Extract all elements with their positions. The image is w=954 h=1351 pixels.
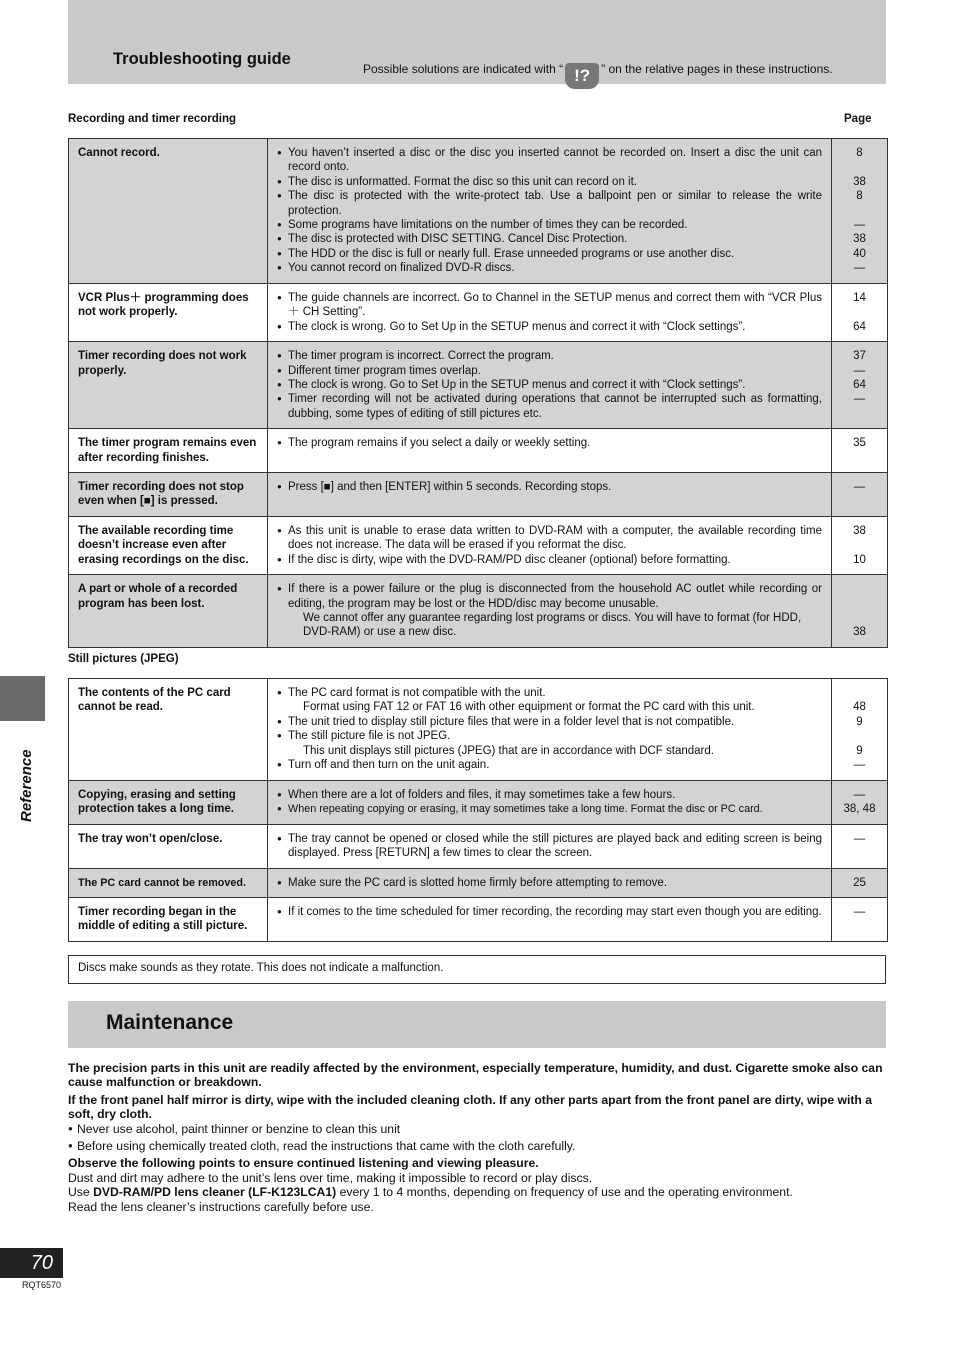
- page-ref: —: [853, 262, 866, 275]
- problem-cell: The contents of the PC card cannot be read.: [69, 679, 268, 781]
- solution-item: ● The disc is protected with DISC SETTING. Cancel Disc Protection.: [277, 232, 822, 246]
- solution-item: ● The guide channels are incorrect. Go to Channel in the SETUP menus and correct them with “VCR Plus＋ CH Setting”.: [277, 291, 822, 320]
- lens-text-post: every 1 to 4 months, depending on frequency of use and the operating environment.: [336, 1185, 793, 1200]
- table-row: [69, 516, 888, 574]
- problem-cell: Copying, erasing and setting protection takes a long time.: [69, 781, 268, 825]
- solution-subnote: This unit displays still pictures (JPEG) that are in accordance with DCF standard.: [303, 744, 714, 757]
- solution-item: ● The clock is wrong. Go to Set Up in the SETUP menus and correct it with “Clock settings”.: [277, 320, 822, 334]
- page-ref: 38, 48: [843, 803, 876, 816]
- table-row: [69, 679, 888, 781]
- page-ref: 38: [853, 233, 866, 246]
- solution-item: ● Press [■] and then [ENTER] within 5 seconds. Recording stops.: [277, 480, 822, 494]
- reference-side-label: Reference: [18, 749, 35, 822]
- page-ref: 9: [856, 744, 863, 757]
- page-cell: [832, 139, 888, 284]
- solution-cell: [268, 868, 832, 897]
- solution-item: ● The disc is unformatted. Format the disc so this unit can record on it.: [277, 175, 822, 189]
- maintenance-paragraph: [68, 1185, 886, 1199]
- problem-cell: The PC card cannot be removed.: [69, 868, 268, 897]
- page-ref: 35: [853, 437, 866, 450]
- problem-cell: The available recording time doesn’t increase even after erasing recordings on the disc.: [69, 516, 268, 574]
- solution-item: ● If the disc is dirty, wipe with the DVD-RAM/PD disc cleaner (optional) before formatting.: [277, 553, 822, 567]
- page-ref: 38: [853, 524, 866, 537]
- page-ref-spacer: [834, 538, 885, 552]
- lens-text-pre: Use: [68, 1185, 94, 1200]
- page-ref: —: [853, 481, 866, 494]
- problem-cell: Timer recording does not work properly.: [69, 342, 268, 429]
- page-ref: 38: [853, 626, 866, 639]
- table-row: [69, 868, 888, 897]
- solution-cell: [268, 898, 832, 942]
- table-row: [69, 284, 888, 342]
- maintenance-paragraph: Observe the following points to ensure continued listening and viewing pleasure.: [68, 1156, 539, 1171]
- table-row: [69, 781, 888, 825]
- hint-icon: !?: [565, 63, 599, 89]
- solution-item: ● The HDD or the disc is full or nearly full. Erase unneeded programs or use another disc.: [277, 247, 822, 261]
- solution-item: ● If it comes to the time scheduled for timer recording, the recording may start even though you are editing.: [277, 905, 822, 919]
- disc-sound-note: Discs make sounds as they rotate. This does not indicate a malfunction.: [68, 955, 886, 984]
- jpeg-troubleshooting-table: [68, 678, 888, 942]
- page-ref: 8: [856, 190, 863, 203]
- page-ref: —: [853, 219, 866, 231]
- page-cell: [832, 516, 888, 574]
- problem-cell: Timer recording began in the middle of editing a still picture.: [69, 898, 268, 942]
- page-number: 70: [0, 1248, 63, 1278]
- solution-item: ● The timer program is incorrect. Correct the program.: [277, 349, 822, 363]
- page-ref: 40: [853, 247, 866, 260]
- problem-cell: VCR Plus＋ programming does not work properly.: [69, 284, 268, 342]
- page-ref: 8: [856, 147, 863, 159]
- problem-cell: Timer recording does not stop even when [■] is pressed.: [69, 473, 268, 517]
- solution-item: ● You cannot record on finalized DVD-R discs.: [277, 261, 822, 275]
- solution-item: ● Different timer program times overlap.: [277, 364, 822, 378]
- solution-cell: [268, 824, 832, 868]
- solution-item: ● When repeating copying or erasing, it may sometimes take a long time. Format the disc or PC card.: [277, 802, 822, 816]
- page-cell: [832, 575, 888, 648]
- reference-tab-marker: [0, 676, 45, 721]
- table-row: [69, 139, 888, 284]
- header-note-after: ” on the relative pages in these instructions.: [601, 62, 833, 76]
- page-ref-spacer: [834, 582, 885, 625]
- maintenance-header: [68, 1001, 886, 1048]
- solution-cell: [268, 575, 832, 648]
- solution-cell: [268, 516, 832, 574]
- page-cell: [832, 868, 888, 897]
- page-ref: —: [853, 789, 866, 801]
- solution-item: ● When there are a lot of folders and files, it may sometimes take a few hours.: [277, 788, 822, 802]
- page-cell: [832, 284, 888, 342]
- solution-item: ● If there is a power failure or the plug is disconnected from the household AC outlet while recording or editing, the program may be lost or the HDD/disc may become unusable.: [277, 582, 822, 611]
- maintenance-title: Maintenance: [106, 1011, 234, 1034]
- page-ref-spacer: [834, 686, 885, 700]
- page-ref: —: [853, 832, 866, 845]
- page-ref-spacer: [834, 204, 885, 218]
- page-ref-spacer: [834, 160, 885, 174]
- document-code: RQT6570: [22, 1280, 62, 1290]
- table-row: [69, 575, 888, 648]
- solution-item: ● Timer recording will not be activated during operations that cannot be interrupted such as formatting, dubbing, some types of editing of still pictures etc.: [277, 392, 822, 421]
- page-ref: 10: [853, 553, 866, 566]
- table-row: [69, 342, 888, 429]
- maintenance-bullet: ● Before using chemically treated cloth, read the instructions that came with the cloth carefully.: [68, 1139, 886, 1153]
- page-ref: 64: [853, 320, 866, 333]
- solution-cell: [268, 429, 832, 473]
- problem-cell: A part or whole of a recorded program has been lost.: [69, 575, 268, 648]
- page-ref: —: [853, 759, 866, 771]
- page-ref: 37: [853, 350, 866, 363]
- solution-cell: [268, 781, 832, 825]
- solution-subnote: We cannot offer any guarantee regarding lost programs or discs. You will have to format (for HDD, DVD-RAM) or use a new disc.: [303, 611, 802, 639]
- table-row: [69, 429, 888, 473]
- page-cell: [832, 342, 888, 429]
- solution-item: ● The PC card format is not compatible with the unit.: [277, 686, 822, 700]
- page-ref: —: [853, 393, 866, 406]
- solution-cell: [268, 342, 832, 429]
- page-ref: —: [853, 906, 866, 919]
- problem-cell: Cannot record.: [69, 139, 268, 284]
- solution-cell: [268, 473, 832, 517]
- solution-item: ● As this unit is unable to erase data written to DVD-RAM with a computer, the available recording time does not increase. The data will be erased if you reformat the disc.: [277, 524, 822, 553]
- solution-cell: [268, 139, 832, 284]
- header-note-before: Possible solutions are indicated with “: [363, 62, 564, 76]
- page-cell: [832, 429, 888, 473]
- recording-troubleshooting-table: [68, 138, 888, 648]
- table-row: [69, 473, 888, 517]
- header-note: [363, 62, 833, 89]
- page-ref: 14: [853, 292, 866, 304]
- maintenance-paragraph: The precision parts in this unit are readily affected by the environment, especially temperature, humidity, and dust. Cigarette smoke also can cause malfunction or breakdown.: [68, 1061, 883, 1090]
- page-ref: 48: [853, 701, 866, 714]
- page-ref: 9: [856, 715, 863, 728]
- page-cell: [832, 824, 888, 868]
- header-bar: [68, 0, 886, 84]
- maintenance-paragraph: Read the lens cleaner’s instructions carefully before use.: [68, 1199, 374, 1214]
- solution-item: ● You haven’t inserted a disc or the disc you inserted cannot be recorded on. Insert a disc the unit can record onto.: [277, 146, 822, 175]
- maintenance-paragraph: If the front panel half mirror is dirty, wipe with the included cleaning cloth. If any other parts apart from the front panel are dirty, wipe with a soft, dry cloth.: [68, 1092, 873, 1122]
- problem-cell: The tray won’t open/close.: [69, 824, 268, 868]
- page-cell: [832, 898, 888, 942]
- solution-item: ● The still picture file is not JPEG.: [277, 729, 822, 743]
- solution-item: ● The clock is wrong. Go to Set Up in the SETUP menus and correct it with “Clock settings”.: [277, 378, 822, 392]
- maintenance-paragraph: Dust and dirt may adhere to the unit’s lens over time, making it impossible to record or play discs.: [68, 1170, 593, 1185]
- page-ref: 25: [853, 876, 866, 889]
- solution-cell: [268, 679, 832, 781]
- solution-item: ● The unit tried to display still picture files that were in a folder level that is not compatible.: [277, 715, 822, 729]
- table-row: [69, 898, 888, 942]
- section-title-recording: Recording and timer recording: [68, 113, 237, 125]
- solution-item: ● Some programs have limitations on the number of times they can be recorded.: [277, 218, 822, 232]
- solution-item: ● The disc is protected with the write-protect tab. Use a ballpoint pen or similar to release the write protection.: [277, 189, 822, 218]
- lens-cleaner-name: DVD-RAM/PD lens cleaner (LF-K123LCA1): [93, 1185, 337, 1200]
- page-title: Troubleshooting guide: [113, 50, 291, 68]
- solution-item: ● Turn off and then turn on the unit again.: [277, 758, 822, 772]
- maintenance-body: [68, 1061, 886, 1214]
- table-row: [69, 824, 888, 868]
- page-column-label: Page: [844, 113, 872, 125]
- page-ref: 64: [853, 379, 866, 392]
- section-title-jpeg: Still pictures (JPEG): [68, 653, 179, 665]
- page-cell: [832, 781, 888, 825]
- solution-subnote: Format using FAT 12 or FAT 16 with other equipment or format the PC card with this unit.: [303, 701, 755, 714]
- page-cell: [832, 679, 888, 781]
- solution-item: ● The program remains if you select a daily or weekly setting.: [277, 436, 822, 450]
- page-cell: [832, 473, 888, 517]
- solution-cell: [268, 284, 832, 342]
- page-ref: 38: [853, 175, 866, 188]
- page-ref-spacer: [834, 305, 885, 319]
- problem-cell: The timer program remains even after recording finishes.: [69, 429, 268, 473]
- solution-item: ● Make sure the PC card is slotted home firmly before attempting to remove.: [277, 876, 822, 890]
- maintenance-bullet: ● Never use alcohol, paint thinner or benzine to clean this unit: [68, 1122, 886, 1136]
- page-ref-spacer: [834, 729, 885, 743]
- solution-item: ● The tray cannot be opened or closed while the still pictures are played back and editing screen is being displayed. Press [RETURN] a few times to clear the screen.: [277, 832, 822, 861]
- page-ref: —: [853, 364, 866, 377]
